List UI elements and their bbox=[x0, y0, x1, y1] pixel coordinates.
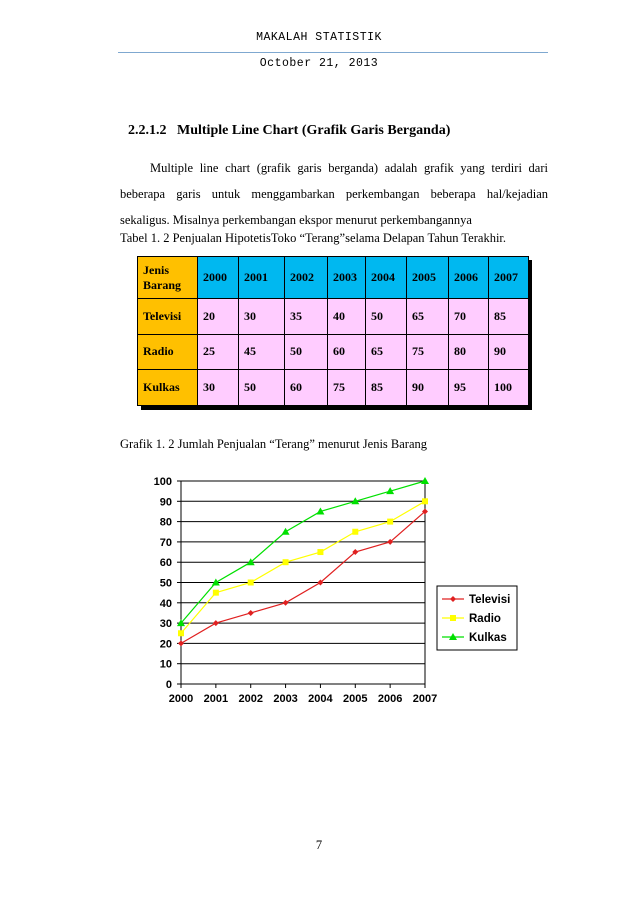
data-point-radio bbox=[422, 498, 428, 504]
paragraph-text: Multiple line chart (grafik garis berganda) adalah grafik yang terdiri dari beberapa garis untuk menggambarkan perkembangan beberapa hal/kejadian sekaligus. Misalnya perkembangan ekspor menurut perkembangannya bbox=[120, 161, 548, 227]
sales-table bbox=[137, 256, 529, 406]
x-tick-label: 2007 bbox=[412, 693, 438, 705]
y-tick-label: 70 bbox=[159, 536, 172, 549]
table-cell: 65 bbox=[366, 334, 407, 370]
body-paragraph bbox=[120, 155, 548, 233]
corner-line-2: Barang bbox=[143, 277, 182, 292]
table-cell: 85 bbox=[489, 299, 529, 335]
chart-caption: Grafik 1. 2 Jumlah Penjualan “Terang” menurut Jenis Barang bbox=[120, 437, 428, 451]
table-caption: Tabel 1. 2 Penjualan HipotetisToko “Terang”selama Delapan Tahun Terakhir. bbox=[120, 231, 507, 245]
year-header: 2006 bbox=[449, 257, 489, 299]
table-cell: 25 bbox=[198, 334, 239, 370]
legend-label-radio: Radio bbox=[469, 613, 501, 625]
table-cell: 40 bbox=[328, 299, 366, 335]
table-cell: 20 bbox=[198, 299, 239, 335]
page-number: 7 bbox=[315, 838, 323, 852]
sales-line-chart bbox=[145, 471, 525, 721]
table-cell: 90 bbox=[407, 370, 449, 406]
table-cell: 60 bbox=[285, 370, 328, 406]
table-cell: 100 bbox=[489, 370, 529, 406]
data-point-radio bbox=[317, 549, 323, 555]
table-corner-header bbox=[138, 257, 198, 299]
year-header: 2004 bbox=[366, 257, 407, 299]
y-tick-label: 50 bbox=[159, 577, 172, 590]
table-row bbox=[138, 334, 529, 370]
legend-label-televisi: Televisi bbox=[469, 594, 511, 606]
table-cell: 75 bbox=[328, 370, 366, 406]
y-tick-label: 20 bbox=[159, 638, 172, 651]
x-tick-label: 2005 bbox=[343, 693, 368, 705]
table-cell: 95 bbox=[449, 370, 489, 406]
row-label: Kulkas bbox=[138, 370, 198, 406]
table-cell: 75 bbox=[407, 334, 449, 370]
table-cell: 80 bbox=[449, 334, 489, 370]
table-header-row bbox=[138, 257, 529, 299]
x-tick-label: 2002 bbox=[238, 693, 263, 705]
year-header: 2002 bbox=[285, 257, 328, 299]
table-cell: 90 bbox=[489, 334, 529, 370]
x-tick-label: 2006 bbox=[377, 693, 403, 705]
year-header: 2005 bbox=[407, 257, 449, 299]
table-cell: 85 bbox=[366, 370, 407, 406]
year-header: 2001 bbox=[239, 257, 285, 299]
x-tick-label: 2000 bbox=[168, 693, 194, 705]
data-point-radio bbox=[387, 519, 393, 525]
table-cell: 60 bbox=[328, 334, 366, 370]
table-row bbox=[138, 370, 529, 406]
section-title: 2.2.1.2 Multiple Line Chart (Grafik Garis Berganda) bbox=[128, 123, 451, 138]
table-cell: 35 bbox=[285, 299, 328, 335]
table-row bbox=[138, 299, 529, 335]
y-tick-label: 30 bbox=[159, 618, 172, 631]
y-tick-label: 0 bbox=[165, 679, 172, 691]
y-tick-label: 10 bbox=[159, 658, 172, 671]
corner-line-1: Jenis bbox=[143, 262, 170, 277]
data-point-radio bbox=[283, 559, 289, 565]
year-header: 2007 bbox=[489, 257, 529, 299]
sales-table-container bbox=[137, 256, 530, 408]
table-cell: 30 bbox=[239, 299, 285, 335]
table-cell: 70 bbox=[449, 299, 489, 335]
x-tick-label: 2001 bbox=[203, 693, 229, 705]
x-tick-label: 2004 bbox=[308, 693, 333, 705]
header-date: October 21, 2013 bbox=[259, 57, 379, 70]
legend-label-kulkas: Kulkas bbox=[469, 632, 507, 644]
x-tick-label: 2003 bbox=[273, 693, 298, 705]
y-tick-label: 80 bbox=[159, 516, 172, 529]
table-cell: 30 bbox=[198, 370, 239, 406]
table-cell: 50 bbox=[285, 334, 328, 370]
data-point-radio bbox=[352, 529, 358, 535]
row-label: Televisi bbox=[138, 299, 198, 335]
data-point-radio bbox=[248, 580, 254, 586]
year-header: 2000 bbox=[198, 257, 239, 299]
year-header: 2003 bbox=[328, 257, 366, 299]
legend-marker-radio bbox=[450, 615, 456, 621]
header-title: MAKALAH STATISTIK bbox=[256, 31, 382, 44]
table-cell: 50 bbox=[239, 370, 285, 406]
table-cell: 65 bbox=[407, 299, 449, 335]
y-tick-label: 60 bbox=[159, 557, 172, 570]
y-tick-label: 100 bbox=[153, 476, 172, 488]
y-tick-label: 40 bbox=[159, 597, 172, 610]
y-tick-label: 90 bbox=[159, 496, 172, 509]
row-label: Radio bbox=[138, 334, 198, 370]
table-cell: 45 bbox=[239, 334, 285, 370]
header-divider bbox=[118, 52, 548, 53]
data-point-radio bbox=[213, 590, 219, 596]
table-cell: 50 bbox=[366, 299, 407, 335]
data-point-radio bbox=[178, 630, 184, 636]
